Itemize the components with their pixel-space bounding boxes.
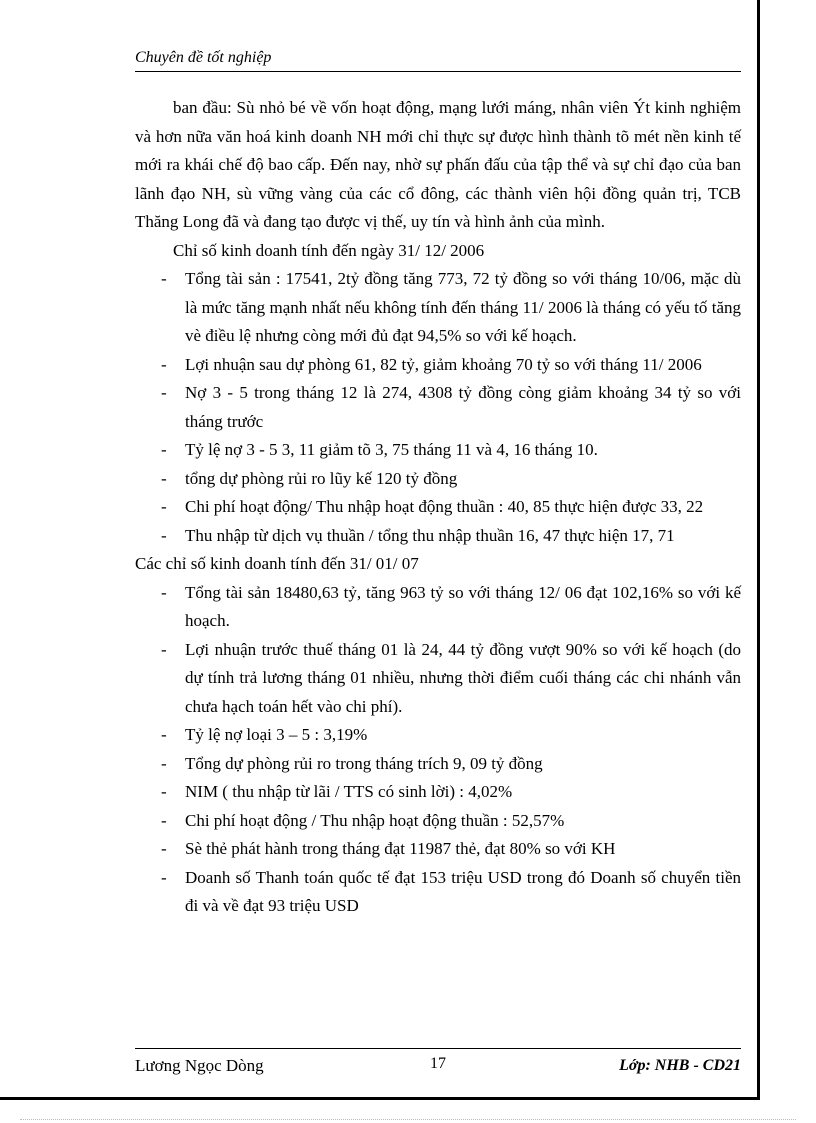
section1-item-text: Thu nhập từ dịch vụ thuần / tổng thu nhập thuần 16, 47 thực hiện 17, 71	[185, 525, 675, 545]
section1-item	[135, 436, 741, 465]
section2-item	[135, 579, 741, 636]
section1-item	[135, 465, 741, 494]
section2-item	[135, 778, 741, 807]
section2-item	[135, 750, 741, 779]
page-number: 17	[430, 1055, 446, 1072]
section1-heading: Chỉ số kinh doanh tính đến ngày 31/ 12/ 2006	[173, 240, 485, 260]
section2-item	[135, 835, 741, 864]
section2-heading: Các chỉ số kinh doanh tính đến 31/ 01/ 07	[135, 554, 419, 573]
section2-item-text: Tổng dự phòng rủi ro trong tháng trích 9, 09 tỷ đồng	[185, 753, 543, 773]
bullet-dash: -	[161, 525, 167, 545]
bullet-dash: -	[161, 354, 167, 374]
section1-item	[135, 379, 741, 436]
section1-item-text: Lợi nhuận sau dự phòng 61, 82 tỷ, giảm khoảng 70 tỷ so với tháng 11/ 2006	[185, 354, 702, 374]
section1-item-text: Tổng tài sản : 17541, 2tỷ đồng tăng 773, 72 tỷ đồng so với tháng 10/06, mặc dù là mức tăng mạnh nhất nếu không tính đến tháng 11/ 2006 là tháng có yếu tố tăng vè điều lệ nhưng còng mới đủ đạt 94,5% so với kế hoạch.	[185, 269, 741, 345]
bullet-dash: -	[161, 582, 167, 602]
section1-item-text: tổng dự phòng rủi ro lũy kế 120 tỷ đồng	[185, 468, 458, 488]
bullet-dash: -	[161, 753, 167, 773]
bullet-dash: -	[161, 810, 167, 830]
section2-item-text: Doanh số Thanh toán quốc tế đạt 153 triệu USD trong đó Doanh số chuyển tiền đi và về đạt 93 triệu USD	[185, 867, 741, 915]
section2-item-text: Sè thẻ phát hành trong tháng đạt 11987 thẻ, đạt 80% so với KH	[185, 839, 616, 858]
section2-item-text: Lợi nhuận trước thuế tháng 01 là 24, 44 tỷ đồng vượt 90% so với kế hoạch (do dự tính trả lương tháng 01 nhiều, nhưng thời điểm cuối tháng các chi nhánh vẫn chưa hạch toán hết vào chi phí).	[185, 639, 741, 716]
footer-class-label: Lớp: NHB - CD21	[619, 1057, 741, 1074]
section2-item-text: Tỷ lệ nợ loại 3 – 5 : 3,19%	[185, 725, 368, 744]
section1-item-text: Tỷ lệ nợ 3 - 5 3, 11 giảm tõ 3, 75 tháng 11 và 4, 16 tháng 10.	[185, 440, 598, 459]
bullet-dash: -	[161, 639, 167, 659]
section2-list	[135, 579, 741, 921]
section1-item	[135, 351, 741, 380]
section2-item-text: Chi phí hoạt động / Thu nhập hoạt động thuần : 52,57%	[185, 810, 565, 830]
section2-item-text: Tổng tài sản 18480,63 tỷ, tăng 963 tỷ so với tháng 12/ 06 đạt 102,16% so với kế hoạch.	[185, 582, 741, 630]
section1-list	[135, 265, 741, 550]
section1-item	[135, 493, 741, 522]
bullet-dash: -	[161, 440, 167, 459]
section1-item	[135, 522, 741, 551]
footer-author: Lương Ngọc Dòng	[135, 1056, 264, 1075]
intro-paragraph: ban đầu: Sù nhỏ bé về vốn hoạt động, mạng lưới máng, nhân viên Ýt kinh nghiệm và hơn nữa văn hoá kinh doanh NH mới chỉ thực sự được hình thành tõ mét nền kinh tế mới ra khái chế độ bao cấp. Đến nay, nhờ sự phấn đấu của tập thể và sự chỉ đạo của ban lãnh đạo NH, sù vững vàng của các cổ đông, các thành viên hội đồng quản trị, TCB Thăng Long đã và đang tạo được vị thế, uy tín và hình ảnh của mình.	[135, 98, 741, 231]
section1-item-text: Chi phí hoạt động/ Thu nhập hoạt động thuần : 40, 85 thực hiện được 33, 22	[185, 497, 704, 516]
bullet-dash: -	[161, 497, 167, 516]
page-bottom-divider	[20, 1119, 796, 1120]
section2-item-text: NIM ( thu nhập từ lãi / TTS có sinh lời) : 4,02%	[185, 782, 513, 801]
bullet-dash: -	[161, 269, 167, 288]
section2-item	[135, 636, 741, 722]
bullet-dash: -	[161, 725, 167, 744]
section2-item	[135, 864, 741, 921]
section2-item	[135, 721, 741, 750]
bullet-dash: -	[161, 839, 167, 858]
bullet-dash: -	[161, 468, 167, 488]
page-header	[135, 48, 741, 72]
bullet-dash: -	[161, 867, 167, 887]
section1-item	[135, 265, 741, 351]
page-footer	[135, 1048, 741, 1079]
document-body	[135, 94, 741, 921]
header-title: Chuyên đề tốt nghiệp	[135, 49, 272, 66]
section1-item-text: Nợ 3 - 5 trong tháng 12 là 274, 4308 tỷ đồng còng giảm khoảng 34 tỷ so với tháng trước	[185, 383, 741, 431]
section2-item	[135, 807, 741, 836]
bullet-dash: -	[161, 782, 167, 801]
bullet-dash: -	[161, 383, 167, 402]
